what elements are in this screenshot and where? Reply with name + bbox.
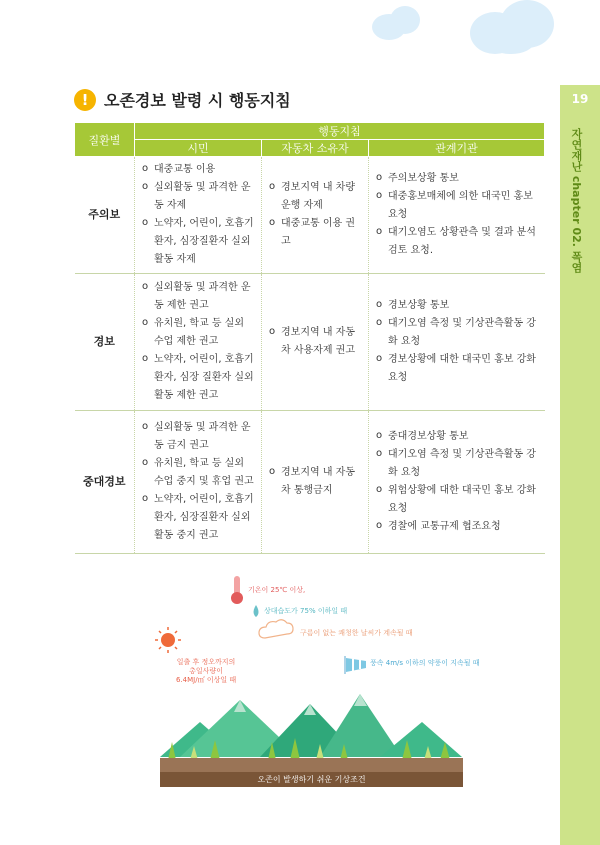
driver-cell: [262, 274, 369, 411]
table-row: [75, 157, 545, 274]
table-row: [75, 274, 545, 411]
driver-cell: [262, 411, 369, 554]
list-item: o 대중홍보매체에 의한 대국민 홍보 요청: [375, 188, 539, 224]
ozone-weather-illustration: [140, 572, 480, 792]
mountains-graphic: [160, 694, 462, 757]
thermometer-icon: [231, 576, 243, 604]
driver-cell: [262, 157, 369, 274]
header-agency: 관계기관: [369, 140, 545, 157]
agency-cell: [369, 157, 545, 274]
header-guideline: 행동지침: [135, 123, 545, 140]
cloud-label: 구름이 없는 쾌청한 날씨가 계속될 때: [300, 629, 413, 637]
temperature-label: 기온이 25℃ 이상,: [248, 586, 306, 594]
sun-label: [176, 658, 236, 685]
list-item: o 대기오염 측정 및 기상관측활동 강화 요청: [375, 315, 539, 351]
cloud-outline-icon: [259, 620, 293, 638]
list-item: o 노약자, 어린이, 호흡기 환자, 심장질환자 실외활동 중지 권고: [141, 491, 255, 545]
list-item: o 유치원, 학교 등 실외 수업 중지 및 휴업 권고: [141, 455, 255, 491]
list-item: o 경보지역 내 자동차 통행금지: [268, 464, 362, 500]
droplet-icon: [254, 605, 259, 617]
list-item: o 경보지역 내 자동차 사용자제 권고: [268, 324, 362, 360]
list-item: o 유치원, 학교 등 실외 수업 제한 권고: [141, 315, 255, 351]
action-guideline-table: [74, 122, 545, 554]
page-number: 19: [571, 92, 589, 106]
header-citizen: 시민: [135, 140, 262, 157]
ground-bar: [160, 758, 463, 772]
citizen-cell: [135, 411, 262, 554]
list-item: o 경보상황 통보: [375, 297, 539, 315]
list-item: o 실외활동 및 과격한 운동 자제: [141, 179, 255, 215]
cloud-decoration: [390, 6, 420, 34]
agency-cell: [369, 411, 545, 554]
table-row: [75, 411, 545, 554]
page-title: 오존경보 발령 시 행동지침: [104, 91, 291, 110]
agency-cell: [369, 274, 545, 411]
list-item: o 대중교통 이용: [141, 161, 255, 179]
sun-icon: [155, 627, 181, 653]
sun-label-line: 6.4MJ/㎡ 이상일 때: [176, 676, 237, 684]
list-item: o 대기오염도 상황관측 및 결과 분석 검토 요청.: [375, 224, 539, 260]
list-item: o 대중교통 이용 권고: [268, 215, 362, 251]
sun-label-line: 총일사량이: [189, 667, 223, 675]
list-item: o 노약자, 어린이, 호흡기 환자, 심장질환자 실외활동 자제: [141, 215, 255, 269]
header-level: 질환별: [75, 123, 135, 157]
list-item: o 위험상황에 대한 대국민 홍보 강화 요청: [375, 482, 539, 518]
list-item: o 경보상황에 대한 대국민 홍보 강화 요청: [375, 351, 539, 387]
list-item: o 중대경보상황 통보: [375, 428, 539, 446]
list-item: o 주의보상황 통보: [375, 170, 539, 188]
exclamation-icon: !: [74, 89, 96, 111]
level-cell: 주의보: [75, 157, 135, 274]
list-item: o 실외활동 및 과격한 운동 금지 권고: [141, 419, 255, 455]
sun-label-line: 일출 후 정오까지의: [176, 658, 236, 666]
humidity-label: 상대습도가 75% 이하일 때: [264, 607, 348, 615]
level-cell: 경보: [75, 274, 135, 411]
windsock-icon: [345, 656, 366, 674]
citizen-cell: [135, 157, 262, 274]
list-item: o 경찰에 교통규제 협조요청: [375, 518, 539, 536]
list-item: o 노약자, 어린이, 호흡기 환자, 심장 질환자 실외활동 제한 권고: [141, 351, 255, 405]
chapter-label: 자연재난 chapter 02. 폭염: [570, 128, 583, 273]
citizen-cell: [135, 274, 262, 411]
list-item: o 실외활동 및 과격한 운동 제한 권고: [141, 279, 255, 315]
illustration-caption: 오존이 발생하기 쉬운 기상조건: [160, 772, 463, 787]
level-cell: 중대경보: [75, 411, 135, 554]
list-item: o 경보지역 내 차량 운행 자제: [268, 179, 362, 215]
section-title: [74, 88, 291, 111]
list-item: o 대기오염 측정 및 기상관측활동 강화 요청: [375, 446, 539, 482]
cloud-decoration: [488, 30, 534, 54]
header-driver: 자동차 소유자: [262, 140, 369, 157]
wind-label: 풍속 4m/s 이하의 약풍이 지속될 때: [370, 659, 480, 667]
